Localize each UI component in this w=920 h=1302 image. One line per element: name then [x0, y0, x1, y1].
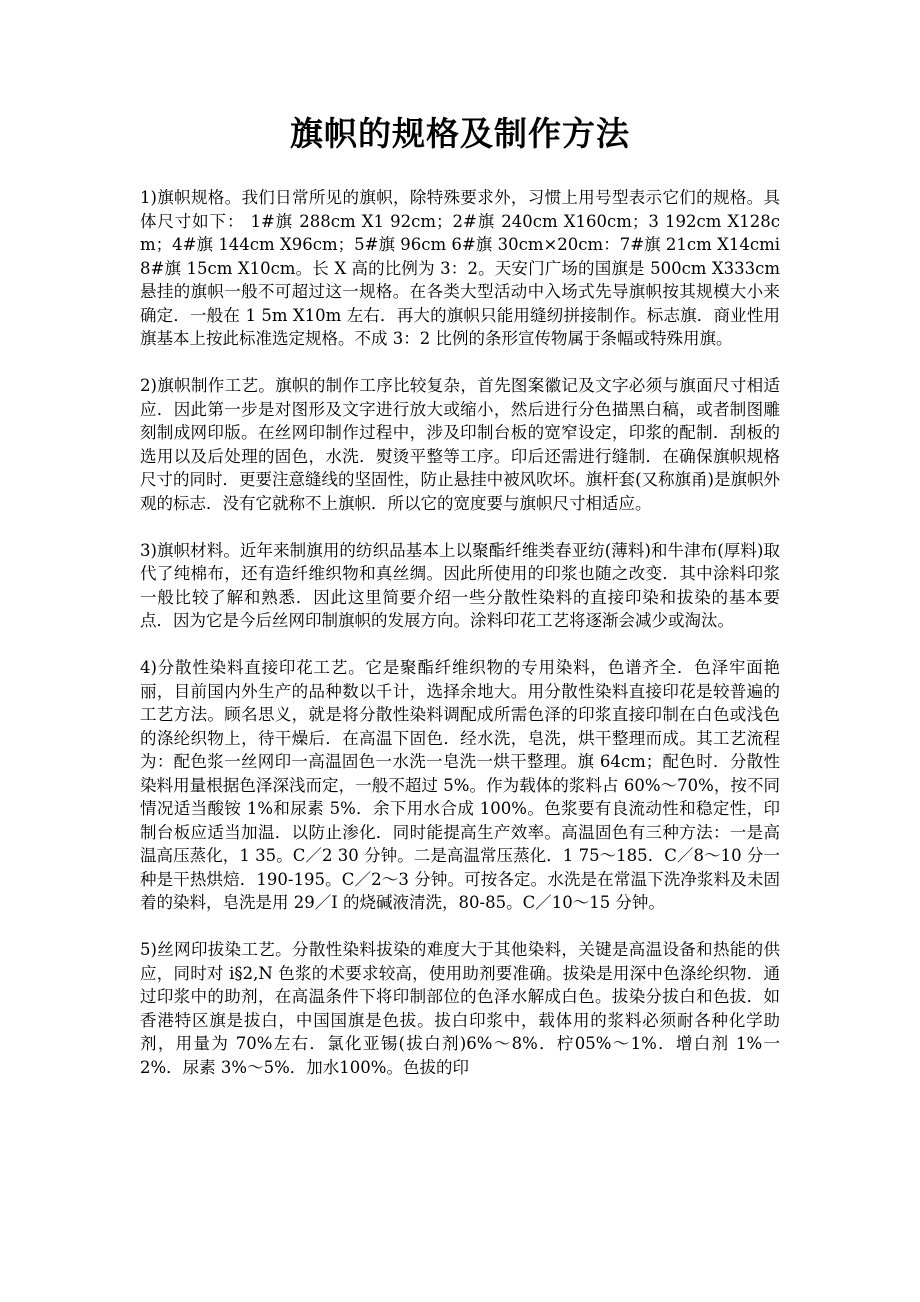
- section-paragraph-2: 2)旗帜制作工艺。旗帜的制作工序比较复杂，首先图案徽记及文字必须与旗面尺寸相适应．因此第一步是对图形及文字进行放大或缩小，然后进行分色描黑白稿，或者制图雕刻制成网印版。在丝网印制作过程中，涉及印制台板的宽窄设定，印浆的配制．刮板的选用以及后处理的固色，水洗．熨烫平整等工序。印后还需进行缝制．在确保旗帜规格尺寸的同时．更要注意缝线的坚固性，防止悬挂中被风吹坏。旗杆套(又称旗甬)是旗帜外观的标志．没有它就称不上旗帜．所以它的宽度要与旗帜尺寸相适应。: [140, 376, 780, 513]
- section-paragraph-4: 4)分散性染料直接印花工艺。它是聚酯纤维织物的专用染料，色谱齐全．色泽牢面艳丽，目前国内外生产的品种数以千计，选择余地大。用分散性染料直接印花是较普遍的工艺方法。顾名思义，就是将分散性染料调配成所需色泽的印浆直接印制在白色或浅色的涤纶织物上，待干燥后．在高温下固色．经水洗，皂洗，烘干整理而成。其工艺流程为：配色浆一丝网印一高温固色一水洗一皂洗一烘干整理。旗 64cm；配色时．分散性染料用量根据色泽深浅而定，一般不超过 5%。作为载体的浆料占 60%～70%，按不同情况适当酸铵 1%和尿素 5%．余下用水合成 100%。色浆要有良流动性和稳定性，印制台板应适当加温．以防止渗化．同时能提高生产效率。高温固色有三种方法：一是高温高压蒸化，1 35。C／2 30 分钟。二是高温常压蒸化．1 75～185．C／8～10 分一种是干热烘焙．190-195。C／2～3 分钟。可按各定。水洗是在常温下洗净浆料及未固着的染料，皂洗是用 29／I 的烧碱液清洗，80-85。C／10～15 分钟。: [140, 658, 780, 912]
- section-paragraph-1: 1)旗帜规格。我们日常所见的旗帜，除特殊要求外，习惯上用号型表示它们的规格。具体尺寸如下： 1#旗 288cm X1 92cm；2#旗 240cm X160cm；3 192cm X128cm；4#旗 144cm X96cm；5#旗 96cm 6#旗 30cm×20cm：7#旗 21cm X14cmi 8#旗 15cm X10cm。长 X 高的比例为 3：2。天安门广场的国旗是 500cm X333cm 悬挂的旗帜一般不可超过这一规格。在各类大型活动中入场式先导旗帜按其规模大小来确定．一般在 1 5m X10m 左右．再大的旗帜只能用缝纫拼接制作。标志旗．商业性用旗基本上按此标准选定规格。不成 3：2 比例的条形宣传物属于条幅或特殊用旗。: [140, 188, 780, 348]
- document-title: 旗帜的规格及制作方法: [290, 114, 630, 153]
- section-paragraph-3: 3)旗帜材料。近年来制旗用的纺织品基本上以聚酯纤维类春亚纺(薄料)和牛津布(厚料)取代了纯棉布，还有造纤维织物和真丝绸。因此所使用的印浆也随之改变．其中涂料印浆一般比较了解和熟悉．因此这里简要介绍一些分散性染料的直接印染和拔染的基本要点．因为它是今后丝网印制旗帜的发展方向。涂料印花工艺将逐渐会减少或淘汰。: [140, 540, 780, 630]
- section-paragraph-5: 5)丝网印拔染工艺。分散性染料拔染的难度大于其他染料，关键是高温设备和热能的供应，同时对 i§2,N 色浆的术要求较高，使用助剂要准确。拔染是用深中色涤纶织物．通过印浆中的助剂，在高温条件下将印制部位的色泽水解成白色。拔染分拔白和色拔．如香港特区旗是拔白，中国国旗是色拔。拔白印浆中，载体用的浆料必须耐各种化学助剂，用量为 70%左右．氯化亚锡(拔白剂)6%～8%．柠05%～1%．增白剂 1%一 2%．尿素 3%～5%．加水100%。色拔的印: [140, 940, 780, 1077]
